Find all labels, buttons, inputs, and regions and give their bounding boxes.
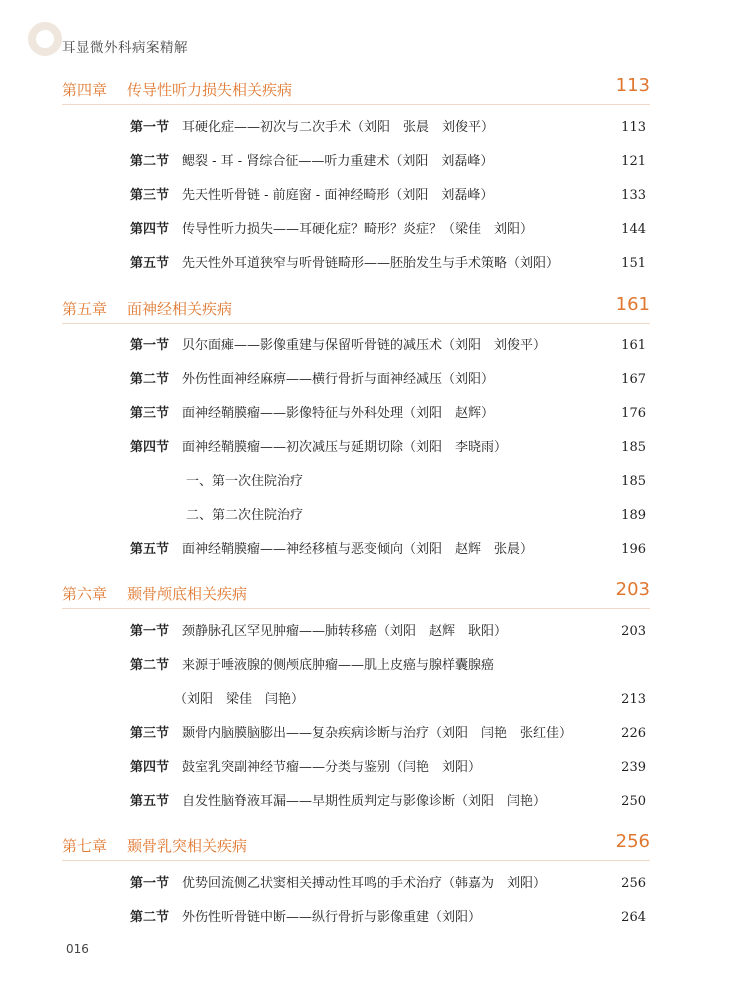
section-page: 121 — [621, 154, 646, 169]
chapter-page: 113 — [615, 75, 650, 96]
section-page: 264 — [621, 910, 646, 925]
section-page: 203 — [621, 624, 646, 639]
section-title: 先天性外耳道狭窄与听骨链畸形——胚胎发生与手术策略（刘阳） — [182, 256, 560, 271]
section-page: 161 — [621, 338, 646, 353]
section-label: 第四节 — [130, 760, 170, 775]
section-entry[interactable] — [130, 254, 650, 274]
section-label: 第一节 — [130, 876, 170, 891]
section-title: 鳃裂 - 耳 - 肾综合征——听力重建术（刘阳 刘磊峰） — [182, 154, 494, 169]
book-title: 耳显微外科病案精解 — [62, 40, 188, 56]
section-title: 面神经鞘膜瘤——神经移植与恶变倾向（刘阳 赵辉 张晨） — [182, 542, 534, 557]
section-title: 鼓室乳突副神经节瘤——分类与鉴别（闫艳 刘阳） — [182, 760, 482, 775]
header-ring-ornament — [28, 22, 62, 56]
section-label: 第一节 — [130, 338, 170, 353]
chapter-page: 161 — [615, 294, 650, 315]
chapter-heading[interactable] — [62, 831, 650, 861]
chapter-page: 203 — [615, 579, 650, 600]
section-title: 来源于唾液腺的侧颅底肿瘤——肌上皮癌与腺样囊腺癌 — [182, 658, 495, 673]
section-page: 167 — [621, 372, 646, 387]
section-entry[interactable] — [130, 908, 650, 928]
chapter-heading[interactable] — [62, 75, 650, 105]
chapter-title: 传导性听力损失相关疾病 — [127, 81, 293, 99]
chapter-heading[interactable] — [62, 294, 650, 324]
section-page: 176 — [621, 406, 646, 421]
page-number: 016 — [66, 942, 89, 956]
section-title: 自发性脑脊液耳漏——早期性质判定与影像诊断（刘阳 闫艳） — [182, 794, 547, 809]
section-entry[interactable] — [130, 622, 650, 642]
section-label: 第二节 — [130, 910, 170, 925]
section-title: 先天性听骨链 - 前庭窗 - 面神经畸形（刘阳 刘磊峰） — [182, 188, 494, 203]
running-header — [40, 28, 700, 68]
chapter-title: 面神经相关疾病 — [127, 300, 233, 318]
section-title: 优势回流侧乙状窦相关搏动性耳鸣的手术治疗（韩嘉为 刘阳） — [182, 876, 547, 891]
section-entry[interactable] — [130, 186, 650, 206]
section-page: 185 — [621, 474, 646, 489]
section-page: 133 — [621, 188, 646, 203]
chapter-title: 颞骨乳突相关疾病 — [127, 837, 248, 855]
section-title: 贝尔面瘫——影像重建与保留听骨链的减压术（刘阳 刘俊平） — [182, 338, 547, 353]
section-label: 第二节 — [130, 372, 170, 387]
subsection-entry[interactable] — [130, 506, 650, 526]
section-authors: （刘阳 梁佳 闫艳） — [174, 692, 305, 707]
section-title: 颈静脉孔区罕见肿瘤——肺转移癌（刘阳 赵辉 耿阳） — [182, 624, 508, 639]
section-title: 外伤性听骨链中断——纵行骨折与影像重建（刘阳） — [182, 910, 482, 925]
subsection-title: 一、第一次住院治疗 — [186, 474, 304, 489]
chapter-title: 颞骨颅底相关疾病 — [127, 585, 248, 603]
section-page: 239 — [621, 760, 646, 775]
section-entry[interactable] — [130, 724, 650, 744]
section-label: 第五节 — [130, 256, 170, 271]
section-label: 第二节 — [130, 154, 170, 169]
section-label: 第三节 — [130, 406, 170, 421]
chapter-number: 第四章 — [62, 81, 108, 99]
section-title: 颞骨内脑膜脑膨出——复杂疾病诊断与治疗（刘阳 闫艳 张红佳） — [182, 726, 573, 741]
section-continuation[interactable] — [130, 690, 650, 710]
subsection-title: 二、第二次住院治疗 — [186, 508, 304, 523]
section-label: 第三节 — [130, 188, 170, 203]
section-page: 185 — [621, 440, 646, 455]
section-entry[interactable] — [130, 336, 650, 356]
section-label: 第四节 — [130, 222, 170, 237]
section-label: 第一节 — [130, 624, 170, 639]
section-page: 226 — [621, 726, 646, 741]
section-title: 传导性听力损失——耳硬化症？畸形？炎症？（梁佳 刘阳） — [182, 222, 534, 237]
chapter-page: 256 — [615, 831, 650, 852]
section-entry[interactable] — [130, 438, 650, 458]
section-entry[interactable] — [130, 370, 650, 390]
section-entry[interactable] — [130, 540, 650, 560]
section-page: 151 — [621, 256, 646, 271]
section-label: 第三节 — [130, 726, 170, 741]
section-title: 耳硬化症——初次与二次手术（刘阳 张晨 刘俊平） — [182, 120, 495, 135]
section-label: 第五节 — [130, 794, 170, 809]
section-page: 144 — [621, 222, 646, 237]
section-title: 外伤性面神经麻痹——横行骨折与面神经减压（刘阳） — [182, 372, 495, 387]
section-entry[interactable] — [130, 656, 650, 676]
section-page: 256 — [621, 876, 646, 891]
section-entry[interactable] — [130, 118, 650, 138]
section-page: 113 — [621, 120, 646, 135]
section-page: 250 — [621, 794, 646, 809]
section-page: 213 — [621, 692, 646, 707]
section-entry[interactable] — [130, 792, 650, 812]
section-page: 196 — [621, 542, 646, 557]
chapter-number: 第六章 — [62, 585, 108, 603]
section-entry[interactable] — [130, 404, 650, 424]
section-entry[interactable] — [130, 758, 650, 778]
section-page: 189 — [621, 508, 646, 523]
section-label: 第四节 — [130, 440, 170, 455]
chapter-heading[interactable] — [62, 579, 650, 609]
chapter-number: 第五章 — [62, 300, 108, 318]
subsection-entry[interactable] — [130, 472, 650, 492]
section-title: 面神经鞘膜瘤——影像特征与外科处理（刘阳 赵辉） — [182, 406, 495, 421]
section-label: 第一节 — [130, 120, 170, 135]
section-label: 第五节 — [130, 542, 170, 557]
chapter-number: 第七章 — [62, 837, 108, 855]
section-title: 面神经鞘膜瘤——初次减压与延期切除（刘阳 李晓雨） — [182, 440, 508, 455]
section-label: 第二节 — [130, 658, 170, 673]
section-entry[interactable] — [130, 874, 650, 894]
section-entry[interactable] — [130, 220, 650, 240]
section-entry[interactable] — [130, 152, 650, 172]
